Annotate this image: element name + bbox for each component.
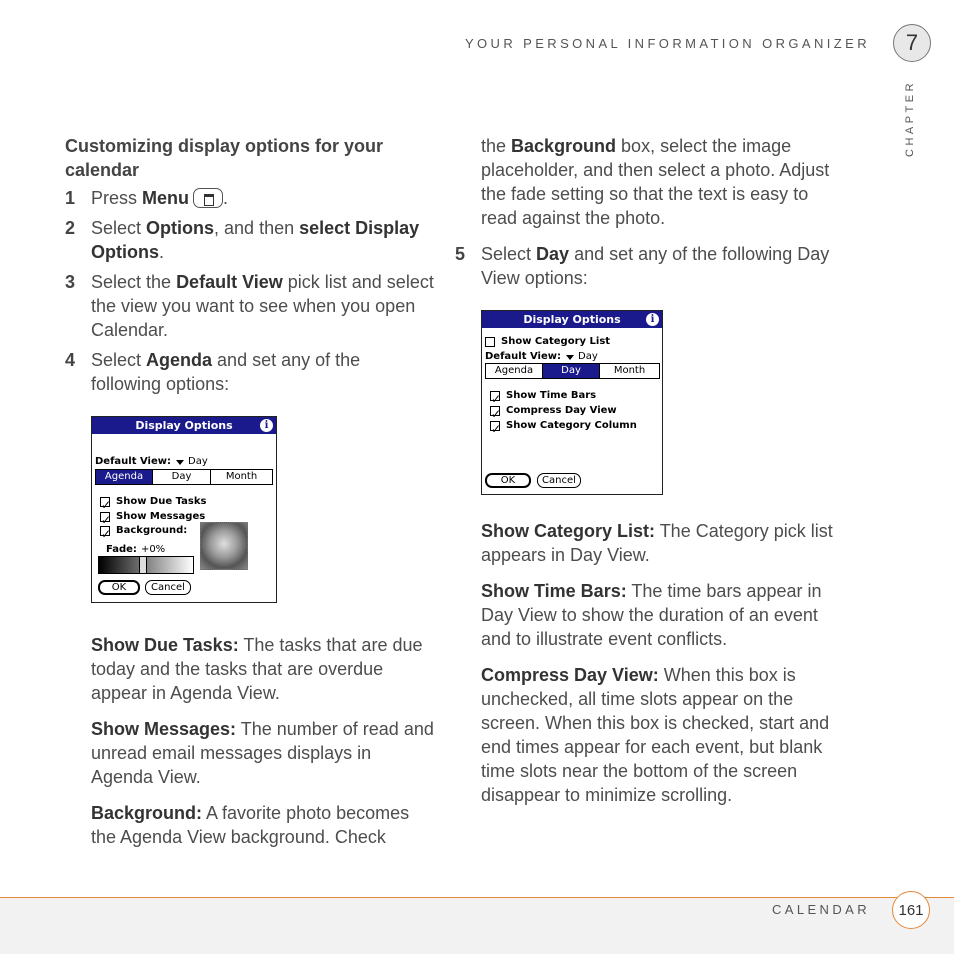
cancel-button[interactable]: Cancel xyxy=(145,580,191,595)
chapter-label: CHAPTER xyxy=(904,80,916,158)
palm-title-bar: Display Options i xyxy=(482,311,662,328)
para-show-due-tasks: Show Due Tasks: The tasks that are due today and the tasks that are overdue appear in Agenda View. xyxy=(91,635,423,703)
para-background-continued: the Background box, select the image placeholder, and then select a photo. Adjust the fade setting so that the text is easy to read against the photo. xyxy=(481,136,830,228)
tab-day[interactable]: Day xyxy=(543,364,600,378)
ok-button[interactable]: OK xyxy=(98,580,140,595)
dropdown-triangle-icon xyxy=(176,460,184,465)
fade-slider[interactable] xyxy=(98,556,194,574)
para-background: Background: A favorite photo becomes the Agenda View background. Check xyxy=(91,803,410,847)
para-show-messages: Show Messages: The number of read and unread email messages displays in Agenda View. xyxy=(91,719,434,787)
left-column xyxy=(65,134,435,861)
background-photo-thumbnail[interactable] xyxy=(200,522,248,570)
right-column xyxy=(455,134,835,819)
para-compress-day-view: Compress Day View: When this box is unchecked, all time slots appear on the screen. When this box is checked, start and end times appear for each event, but blank time slots near the bottom of the screen disappear to minimize scrolling. xyxy=(481,665,830,805)
show-category-list-checkbox[interactable]: Show Category List xyxy=(485,330,610,354)
default-view-picker[interactable]: Default View: Day xyxy=(485,351,598,362)
view-tabs xyxy=(95,469,273,485)
fade-row: Fade: +0% xyxy=(106,544,166,555)
show-messages-checkbox[interactable]: ✓ Show Messages xyxy=(100,505,205,529)
background-checkbox[interactable]: ✓ Background: xyxy=(100,519,187,543)
para-show-time-bars: Show Time Bars: The time bars appear in Day View to show the duration of an event and to illustrate event conflicts. xyxy=(481,581,822,649)
step-1: 1 Press Menu . xyxy=(65,188,229,208)
step-2: 2 Select Options, and then select Display Options. xyxy=(65,218,420,262)
default-view-picker[interactable]: Default View: Day xyxy=(95,456,208,467)
step-4: 4 Select Agenda and set any of the following options: xyxy=(65,350,361,394)
compress-day-view-checkbox[interactable]: ✓ Compress Day View xyxy=(490,399,617,423)
para-show-category-list: Show Category List: The Category pick list appears in Day View. xyxy=(481,521,833,565)
show-category-column-checkbox[interactable]: ✓ Show Category Column xyxy=(490,414,637,438)
step-3: 3 Select the Default View pick list and select the view you want to see when you open Calendar. xyxy=(65,272,434,340)
running-header: YOUR PERSONAL INFORMATION ORGANIZER xyxy=(464,36,870,51)
tab-day[interactable]: Day xyxy=(153,470,211,484)
palm-title-bar: Display Options i xyxy=(92,417,276,434)
page-number-badge: 161 xyxy=(892,891,930,929)
fade-slider-thumb[interactable] xyxy=(139,556,147,574)
show-time-bars-checkbox[interactable]: ✓ Show Time Bars xyxy=(490,384,596,408)
section-heading: Customizing display options for your calendar xyxy=(65,136,384,180)
info-icon[interactable]: i xyxy=(646,313,659,326)
chapter-number-badge: 7 xyxy=(893,24,931,62)
info-icon[interactable]: i xyxy=(260,419,273,432)
step-5: 5 Select Day and set any of the following Day View options: xyxy=(455,244,830,288)
footer-section-label: CALENDAR xyxy=(772,902,870,917)
ok-button[interactable]: OK xyxy=(485,473,531,488)
show-due-tasks-checkbox[interactable]: ✓ Show Due Tasks xyxy=(100,490,206,514)
tab-agenda[interactable]: Agenda xyxy=(486,364,543,378)
tab-agenda[interactable]: Agenda xyxy=(96,470,153,484)
day-display-options-screenshot xyxy=(481,310,663,495)
menu-key-icon xyxy=(193,188,223,208)
agenda-display-options-screenshot xyxy=(91,416,277,603)
tab-month[interactable]: Month xyxy=(225,471,258,482)
tab-month[interactable]: Month xyxy=(613,365,646,376)
cancel-button[interactable]: Cancel xyxy=(537,473,581,488)
view-tabs xyxy=(485,363,660,379)
